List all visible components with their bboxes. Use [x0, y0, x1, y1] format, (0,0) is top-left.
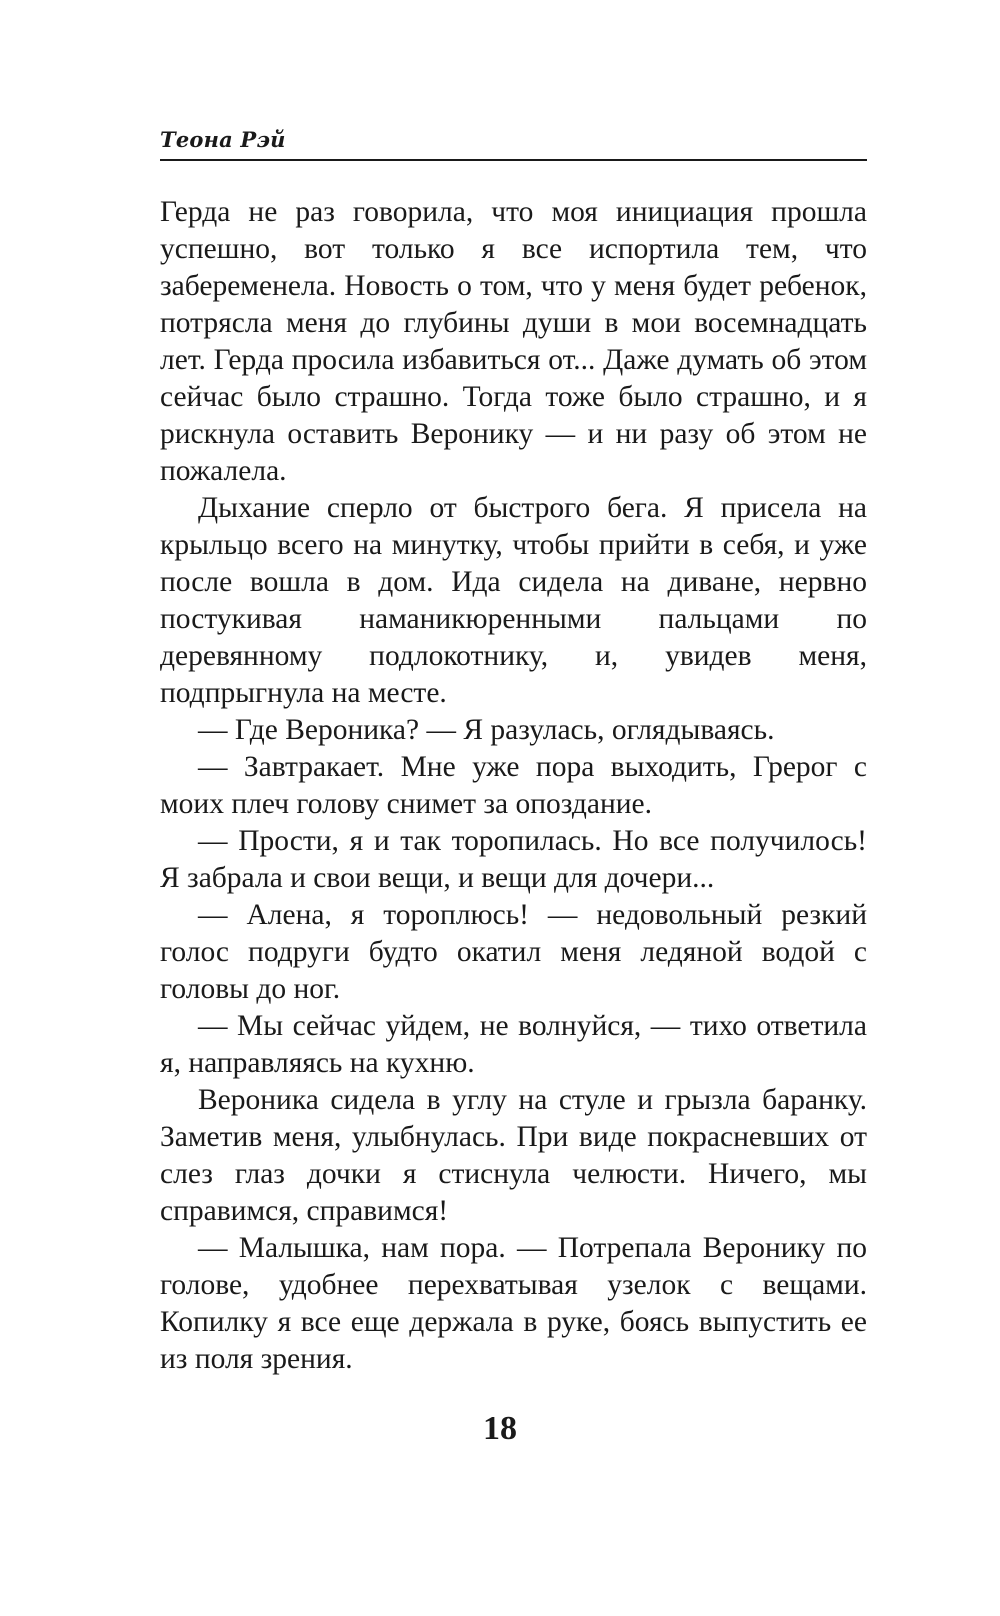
dialogue-line: — Алена, я тороплюсь! — недовольный резкий голос подруги будто окатил меня ледяной водой с головы до ног.	[160, 899, 867, 1005]
paragraph: Вероника сидела в углу на стуле и грызла баранку. Заметив меня, улыбнулась. При виде покрасневших от слез глаз дочки я стиснула челюсти. Ничего, мы справимся, справимся!	[160, 1084, 867, 1227]
body-text	[160, 194, 867, 1378]
dialogue-line: — Завтракает. Мне уже пора выходить, Грерог с моих плеч голову снимет за опоздание.	[160, 751, 867, 820]
running-head-author: Теона Рэй	[160, 127, 286, 152]
page-number: 18	[483, 1410, 517, 1447]
dialogue-line: — Малышка, нам пора. — Потрепала Веронику по голове, удобнее перехватывая узелок с вещами. Копилку я все еще держала в руке, боясь выпустить ее из поля зрения.	[160, 1232, 867, 1375]
dialogue-line: — Где Вероника? — Я разулась, оглядываясь.	[198, 714, 775, 746]
paragraph: Герда не раз говорила, что моя инициация прошла успешно, вот только я все испортила тем, что забеременела. Новость о том, что у меня будет ребенок, потрясла меня до глубины души в мои восемнадцать лет. Герда просила избавиться от... Даже думать об этом сейчас было страшно. Тогда тоже было страшно, и я рискнула оставить Веронику — и ни разу об этом не пожалела.	[160, 196, 867, 487]
dialogue-line: — Мы сейчас уйдем, не волнуйся, — тихо ответила я, направляясь на кухню.	[160, 1010, 867, 1079]
header-rule	[160, 159, 867, 161]
paragraph: Дыхание сперло от быстрого бега. Я присела на крыльцо всего на минутку, чтобы прийти в себя, и уже после вошла в дом. Ида сидела на диване, нервно постукивая наманикюренными пальцами по деревянному подлокотнику, и, увидев меня, подпрыгнула на месте.	[160, 492, 867, 709]
dialogue-line: — Прости, я и так торопилась. Но все получилось! Я забрала и свои вещи, и вещи для дочери...	[160, 825, 867, 894]
